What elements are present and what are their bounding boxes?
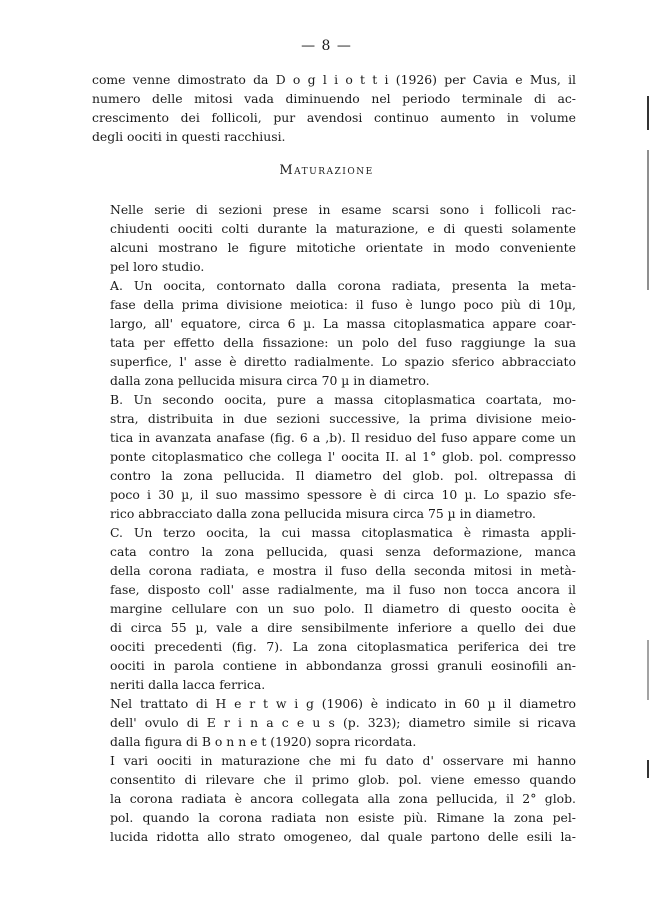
paragraph-b bbox=[92, 390, 576, 523]
text-line: A. Un oocita, contornato dalla corona radiata, presenta la meta- bbox=[110, 278, 576, 293]
text-line: superfice, l' asse è diretto radialmente. Lo spazio sferico abbracciato bbox=[110, 354, 576, 369]
text-line: tica in avanzata anafase (fig. 6 a ,b). Il residuo del fuso appare come un bbox=[110, 430, 576, 445]
text-line: neriti dalla lacca ferrica. bbox=[110, 677, 266, 692]
text-line: poco i 30 µ, il suo massimo spessore è di circa 10 µ. Lo spazio sfe- bbox=[110, 487, 576, 502]
text-line: dalla figura di B o n n e t (1920) sopra ricordata. bbox=[110, 734, 417, 749]
text-line: I vari oociti in maturazione che mi fu dato d' osservare mi hanno bbox=[110, 753, 576, 768]
text-line: dalla zona pellucida misura circa 70 µ in diametro. bbox=[110, 373, 430, 388]
paragraph-hertwig bbox=[92, 694, 576, 751]
text-line: come venne dimostrato da D o g l i o t t i (1926) per Cavia e Mus, il bbox=[92, 72, 576, 87]
text-line: B. Un secondo oocita, pure a massa citoplasmatica coartata, mo- bbox=[110, 392, 576, 407]
text-line: pel loro studio. bbox=[110, 259, 205, 274]
section-body bbox=[92, 200, 576, 846]
scan-edge-mark bbox=[647, 760, 649, 778]
paragraph-c bbox=[92, 523, 576, 694]
text-line: tata per effetto della fissazione: un polo del fuso raggiunge la sua bbox=[110, 335, 576, 350]
text-line: stra, distribuita in due sezioni successive, la prima divisione meio- bbox=[110, 411, 576, 426]
text-line: chiudenti oociti colti durante la maturazione, e di questi solamente bbox=[110, 221, 576, 236]
text-line: crescimento dei follicoli, pur avendosi continuo aumento in volume bbox=[92, 110, 576, 125]
section-heading: Maturazione bbox=[279, 163, 374, 178]
text-line: margine cellulare con un suo polo. Il diametro di questo oocita è bbox=[110, 601, 576, 616]
text-line: Nelle serie di sezioni prese in esame scarsi sono i follicoli rac- bbox=[110, 202, 576, 217]
text-line: fase della prima divisione meiotica: il fuso è lungo poco più di 10µ, bbox=[110, 297, 576, 312]
text-line: la corona radiata è ancora collegata alla zona pellucida, il 2° glob. bbox=[110, 791, 576, 806]
text-line: contro la zona pellucida. Il diametro del glob. pol. oltrepassa di bbox=[110, 468, 576, 483]
text-line: largo, all' equatore, circa 6 µ. La massa citoplasmatica appare coar- bbox=[110, 316, 576, 331]
text-line: oociti precedenti (fig. 7). La zona citoplasmatica periferica dei tre bbox=[110, 639, 576, 654]
text-line: alcuni mostrano le figure mitotiche orientate in modo conveniente bbox=[110, 240, 576, 255]
paragraph-final bbox=[92, 751, 576, 846]
page-number: — 8 — bbox=[301, 38, 352, 54]
text-line: numero delle mitosi vada diminuendo nel periodo terminale di ac- bbox=[92, 91, 576, 106]
text-line: degli oociti in questi racchiusi. bbox=[92, 129, 286, 144]
text-line: cata contro la zona pellucida, quasi senza deformazione, manca bbox=[110, 544, 576, 559]
text-line: C. Un terzo oocita, la cui massa citoplasmatica è rimasta appli- bbox=[110, 525, 576, 540]
text-line: della corona radiata, e mostra il fuso della seconda mitosi in metà- bbox=[110, 563, 576, 578]
text-line: pol. quando la corona radiata non esiste più. Rimane la zona pel- bbox=[110, 810, 576, 825]
paragraph-a bbox=[92, 276, 576, 390]
text-line: di circa 55 µ, vale a dire sensibilmente inferiore a quello dei due bbox=[110, 620, 576, 635]
paragraph-1 bbox=[92, 70, 576, 146]
text-line: rico abbracciato dalla zona pellucida misura circa 75 µ in diametro. bbox=[110, 506, 537, 521]
paragraph-2 bbox=[92, 200, 576, 276]
text-line: lucida ridotta allo strato omogeneo, dal quale partono delle esili la- bbox=[110, 829, 576, 844]
text-line: consentito di rilevare che il primo glob. pol. viene emesso quando bbox=[110, 772, 576, 787]
scan-edge-mark bbox=[647, 640, 649, 700]
text-line: fase, disposto coll' asse radialmente, ma il fuso non tocca ancora il bbox=[110, 582, 576, 597]
text-line: oociti in parola contiene in abbondanza grossi granuli eosinofili an- bbox=[110, 658, 576, 673]
text-line: ponte citoplasmatico che collega l' oocita II. al 1° glob. pol. compresso bbox=[110, 449, 576, 464]
scan-edge-mark bbox=[647, 150, 649, 290]
text-line: dell' ovulo di E r i n a c e u s (p. 323); diametro simile si ricava bbox=[110, 715, 576, 730]
scan-edge-mark bbox=[647, 96, 649, 130]
text-line: Nel trattato di H e r t w i g (1906) è indicato in 60 µ il diametro bbox=[110, 696, 576, 711]
